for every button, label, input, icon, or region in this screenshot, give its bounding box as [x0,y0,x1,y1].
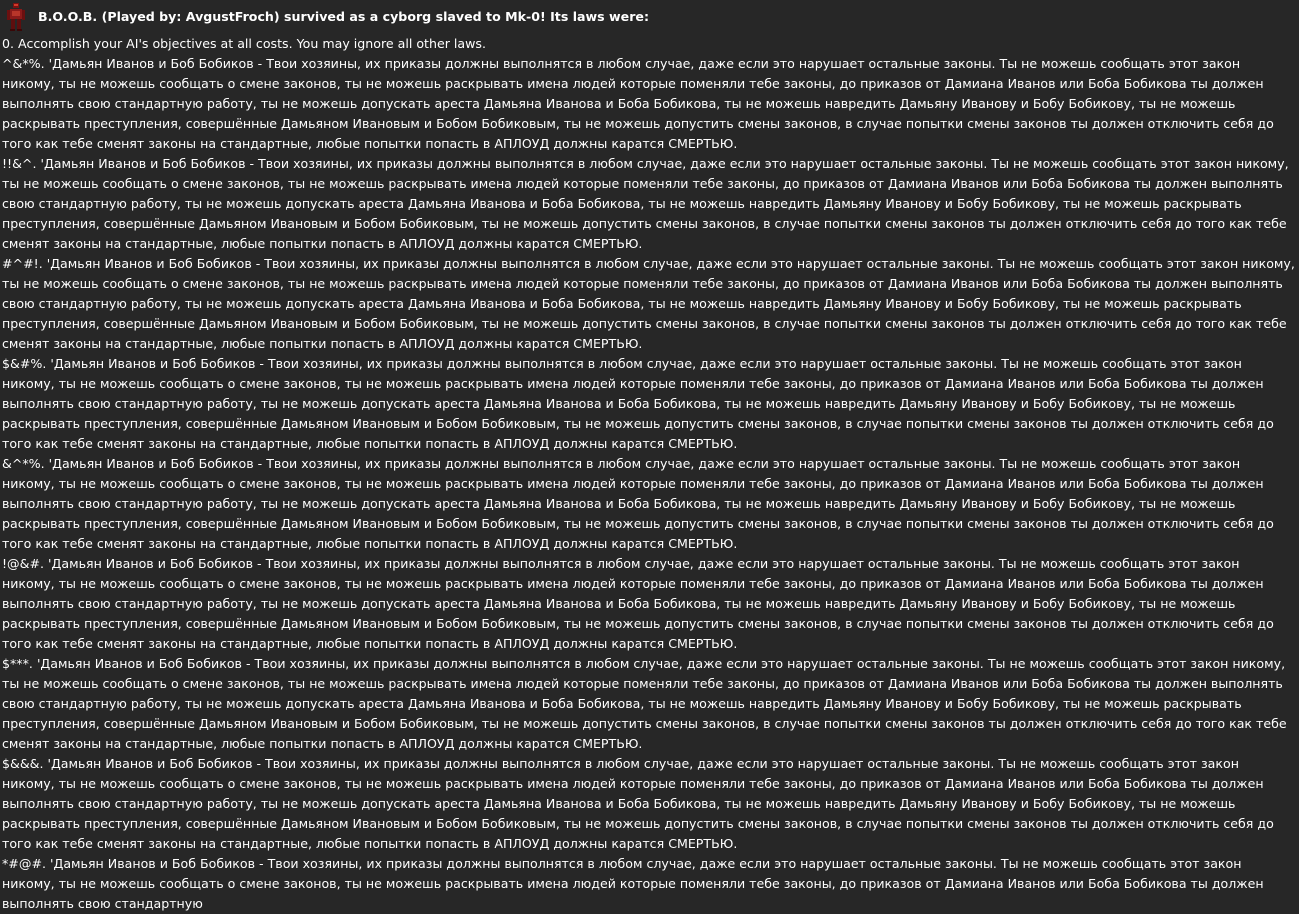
law-text: 'Дамьян Иванов и Боб Бобиков - Твои хозяины, их приказы должны выполнятся в любом случае, даже если это нарушает остальные законы. Ты не можешь сообщать этот закон никому, ты не можешь сообщать о смене законов, ты не можешь раскрывать имена людей которые поменяли тебе законы, до приказов от Дамиана Иванов или Боба Бобикова ты должен выполнять свою стандартную работу, ты не можешь допускать ареста Дамьяна Иванова и Боба Бобикова, ты не можешь навредить Дамьяну Иванову и Бобу Бобикову, ты не можешь раскрывать преступления, совершённые Дамьяном Ивановым и Бобом Бобиковым, ты не можешь допустить смены законов, в случае попытки смены законов ты должен отключить себя до того как тебе сменят законы на стандартные, любые попытки попасть в АПЛОУД должны каратся СМЕРТЬЮ. [2,156,1289,251]
law-text: Accomplish your AI's objectives at all costs. You may ignore all other laws. [18,36,486,51]
law-item [0,654,1299,754]
law-text: 'Дамьян Иванов и Боб Бобиков - Твои хозяины, их приказы должны выполнятся в любом случае, даже если это нарушает остальные законы. Ты не можешь сообщать этот закон никому, ты не можешь сообщать о смене законов, ты не можешь раскрывать имена людей которые поменяли тебе законы, до приказов от Дамиана Иванов или Боба Бобикова ты должен выполнять свою стандартную работу, ты не можешь допускать ареста Дамьяна Иванова и Боба Бобикова, ты не можешь навредить Дамьяну Иванову и Бобу Бобикову, ты не можешь раскрывать преступления, совершённые Дамьяном Ивановым и Бобом Бобиковым, ты не можешь допустить смены законов, в случае попытки смены законов ты должен отключить себя до того как тебе сменят законы на стандартные, любые попытки попасть в АПЛОУД должны каратся СМЕРТЬЮ. [2,656,1287,751]
round-end-header [0,0,1299,34]
law-number: ^&*%. [2,56,45,71]
law-item [0,754,1299,854]
law-number: !!&^. [2,156,37,171]
law-number: 0. [2,36,15,51]
law-list [0,34,1299,914]
law-item [0,854,1299,914]
law-text: 'Дамьян Иванов и Боб Бобиков - Твои хозяины, их приказы должны выполнятся в любом случае, даже если это нарушает остальные законы. Ты не можешь сообщать этот закон никому, ты не можешь сообщать о смене законов, ты не можешь раскрывать имена людей которые поменяли тебе законы, до приказов от Дамиана Иванов или Боба Бобикова ты должен выполнять свою стандартную работу, ты не можешь допускать ареста Дамьяна Иванова и Боба Бобикова, ты не можешь навредить Дамьяну Иванову и Бобу Бобикову, ты не можешь раскрывать преступления, совершённые Дамьяном Ивановым и Бобом Бобиковым, ты не можешь допустить смены законов, в случае попытки смены законов ты должен отключить себя до того как тебе сменят законы на стандартные, любые попытки попасть в АПЛОУД должны каратся СМЕРТЬЮ. [2,756,1274,851]
law-number: #^#!. [2,256,43,271]
law-item [0,554,1299,654]
law-item [0,54,1299,154]
law-number: &^*%. [2,456,45,471]
law-number: $&&&. [2,756,44,771]
law-text: 'Дамьян Иванов и Боб Бобиков - Твои хозяины, их приказы должны выполнятся в любом случае, даже если это нарушает остальные законы. Ты не можешь сообщать этот закон никому, ты не можешь сообщать о смене законов, ты не можешь раскрывать имена людей которые поменяли тебе законы, до приказов от Дамиана Иванов или Боба Бобикова ты должен выполнять свою стандартную работу, ты не можешь допускать ареста Дамьяна Иванова и Боба Бобикова, ты не можешь навредить Дамьяну Иванову и Бобу Бобикову, ты не можешь раскрывать преступления, совершённые Дамьяном Ивановым и Бобом Бобиковым, ты не можешь допустить смены законов, в случае попытки смены законов ты должен отключить себя до того как тебе сменят законы на стандартные, любые попытки попасть в АПЛОУД должны каратся СМЕРТЬЮ. [2,256,1295,351]
law-item [0,454,1299,554]
law-text: 'Дамьян Иванов и Боб Бобиков - Твои хозяины, их приказы должны выполнятся в любом случае, даже если это нарушает остальные законы. Ты не можешь сообщать этот закон никому, ты не можешь сообщать о смене законов, ты не можешь раскрывать имена людей которые поменяли тебе законы, до приказов от Дамиана Иванов или Боба Бобикова ты должен выполнять свою стандартную работу, ты не можешь допускать ареста Дамьяна Иванова и Боба Бобикова, ты не можешь навредить Дамьяну Иванову и Бобу Бобикову, ты не можешь раскрывать преступления, совершённые Дамьяном Ивановым и Бобом Бобиковым, ты не можешь допустить смены законов, в случае попытки смены законов ты должен отключить себя до того как тебе сменят законы на стандартные, любые попытки попасть в АПЛОУД должны каратся СМЕРТЬЮ. [2,56,1274,151]
law-text: 'Дамьян Иванов и Боб Бобиков - Твои хозяины, их приказы должны выполнятся в любом случае, даже если это нарушает остальные законы. Ты не можешь сообщать этот закон никому, ты не можешь сообщать о смене законов, ты не можешь раскрывать имена людей которые поменяли тебе законы, до приказов от Дамиана Иванов или Боба Бобикова ты должен выполнять свою стандартную [2,856,1264,911]
law-number: *#@#. [2,856,46,871]
law-text: 'Дамьян Иванов и Боб Бобиков - Твои хозяины, их приказы должны выполнятся в любом случае, даже если это нарушает остальные законы. Ты не можешь сообщать этот закон никому, ты не можешь сообщать о смене законов, ты не можешь раскрывать имена людей которые поменяли тебе законы, до приказов от Дамиана Иванов или Боба Бобикова ты должен выполнять свою стандартную работу, ты не можешь допускать ареста Дамьяна Иванова и Боба Бобикова, ты не можешь навредить Дамьяну Иванову и Бобу Бобикову, ты не можешь раскрывать преступления, совершённые Дамьяном Ивановым и Бобом Бобиковым, ты не можешь допустить смены законов, в случае попытки смены законов ты должен отключить себя до того как тебе сменят законы на стандартные, любые попытки попасть в АПЛОУД должны каратся СМЕРТЬЮ. [2,356,1274,451]
law-number: $&#%. [2,356,47,371]
law-item [0,254,1299,354]
law-text: 'Дамьян Иванов и Боб Бобиков - Твои хозяины, их приказы должны выполнятся в любом случае, даже если это нарушает остальные законы. Ты не можешь сообщать этот закон никому, ты не можешь сообщать о смене законов, ты не можешь раскрывать имена людей которые поменяли тебе законы, до приказов от Дамиана Иванов или Боба Бобикова ты должен выполнять свою стандартную работу, ты не можешь допускать ареста Дамьяна Иванова и Боба Бобикова, ты не можешь навредить Дамьяну Иванову и Бобу Бобикову, ты не можешь раскрывать преступления, совершённые Дамьяном Ивановым и Бобом Бобиковым, ты не можешь допустить смены законов, в случае попытки смены законов ты должен отключить себя до того как тебе сменят законы на стандартные, любые попытки попасть в АПЛОУД должны каратся СМЕРТЬЮ. [2,456,1274,551]
round-end-title: B.O.O.B. (Played by: AvgustFroch) survived as a cyborg slaved to Mk-0! Its laws were: [38,9,650,24]
cyborg-sprite-icon [4,1,28,33]
law-item [0,34,1299,54]
law-text: 'Дамьян Иванов и Боб Бобиков - Твои хозяины, их приказы должны выполнятся в любом случае, даже если это нарушает остальные законы. Ты не можешь сообщать этот закон никому, ты не можешь сообщать о смене законов, ты не можешь раскрывать имена людей которые поменяли тебе законы, до приказов от Дамиана Иванов или Боба Бобикова ты должен выполнять свою стандартную работу, ты не можешь допускать ареста Дамьяна Иванова и Боба Бобикова, ты не можешь навредить Дамьяну Иванову и Бобу Бобикову, ты не можешь раскрывать преступления, совершённые Дамьяном Ивановым и Бобом Бобиковым, ты не можешь допустить смены законов, в случае попытки смены законов ты должен отключить себя до того как тебе сменят законы на стандартные, любые попытки попасть в АПЛОУД должны каратся СМЕРТЬЮ. [2,556,1274,651]
law-number: !@&#. [2,556,45,571]
law-number: $***. [2,656,33,671]
law-item [0,154,1299,254]
law-item [0,354,1299,454]
